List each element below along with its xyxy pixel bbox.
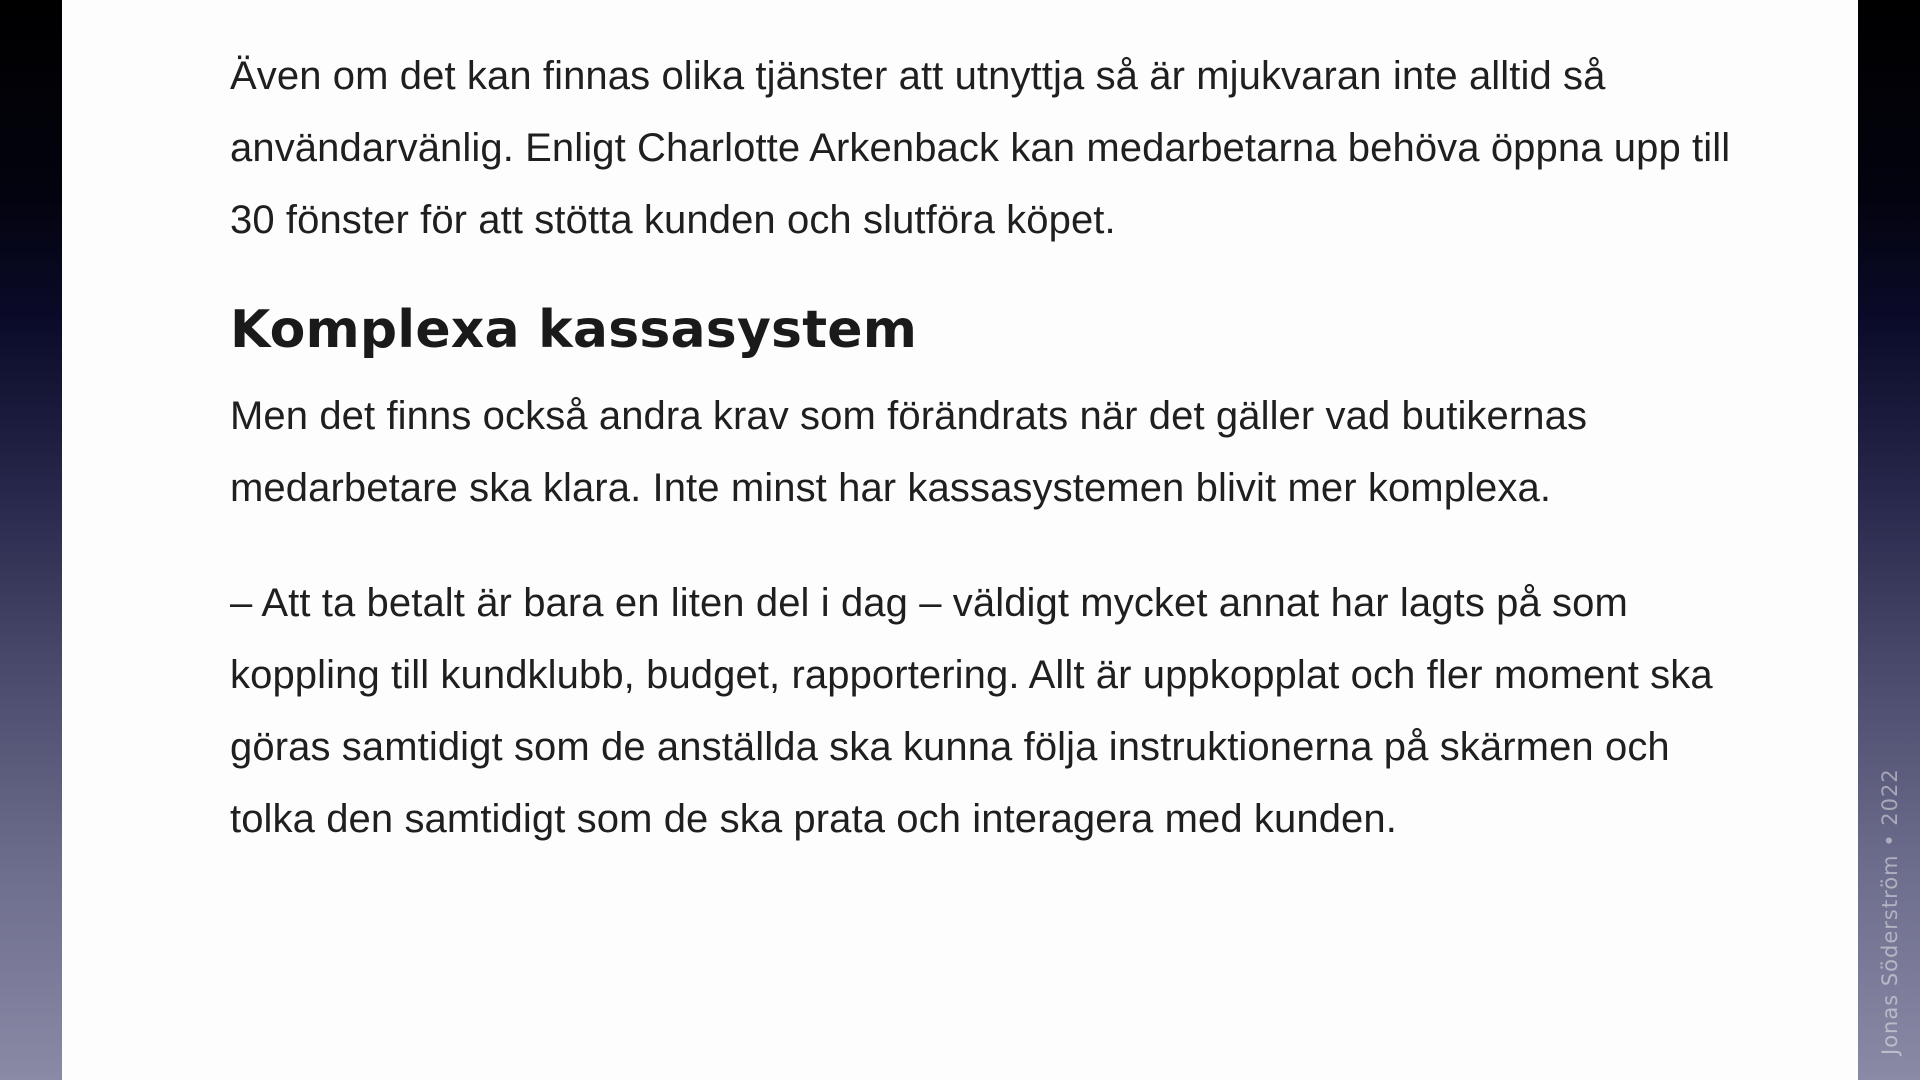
article-page — [62, 0, 1858, 1080]
article-paragraph: Men det finns också andra krav som förändrats när det gäller vad butikernas medarbetare ska klara. Inte minst har kassasystemen blivit mer komplexa. — [230, 394, 1588, 510]
article-quote-paragraph: – Att ta betalt är bara en liten del i dag – väldigt mycket annat har lagts på som koppling till kundklubb, budget, rapportering. Allt är uppkopplat och fler moment ska göras samtidigt som de anställda ska kunna följa instruktionerna på skärmen och tolka den samtidigt som de ska prata och interagera med kunden. — [230, 581, 1713, 841]
author-watermark: Jonas Söderström • 2022 — [1878, 768, 1902, 1055]
article-content — [230, 40, 1750, 855]
section-heading: Komplexa kassasystem — [230, 300, 918, 360]
article-paragraph: Även om det kan finnas olika tjänster att utnyttja så är mjukvaran inte alltid så användarvänlig. Enligt Charlotte Arkenback kan medarbetarna behöva öppna upp till 30 fönster för att stötta kunden och slutföra köpet. — [230, 54, 1731, 242]
